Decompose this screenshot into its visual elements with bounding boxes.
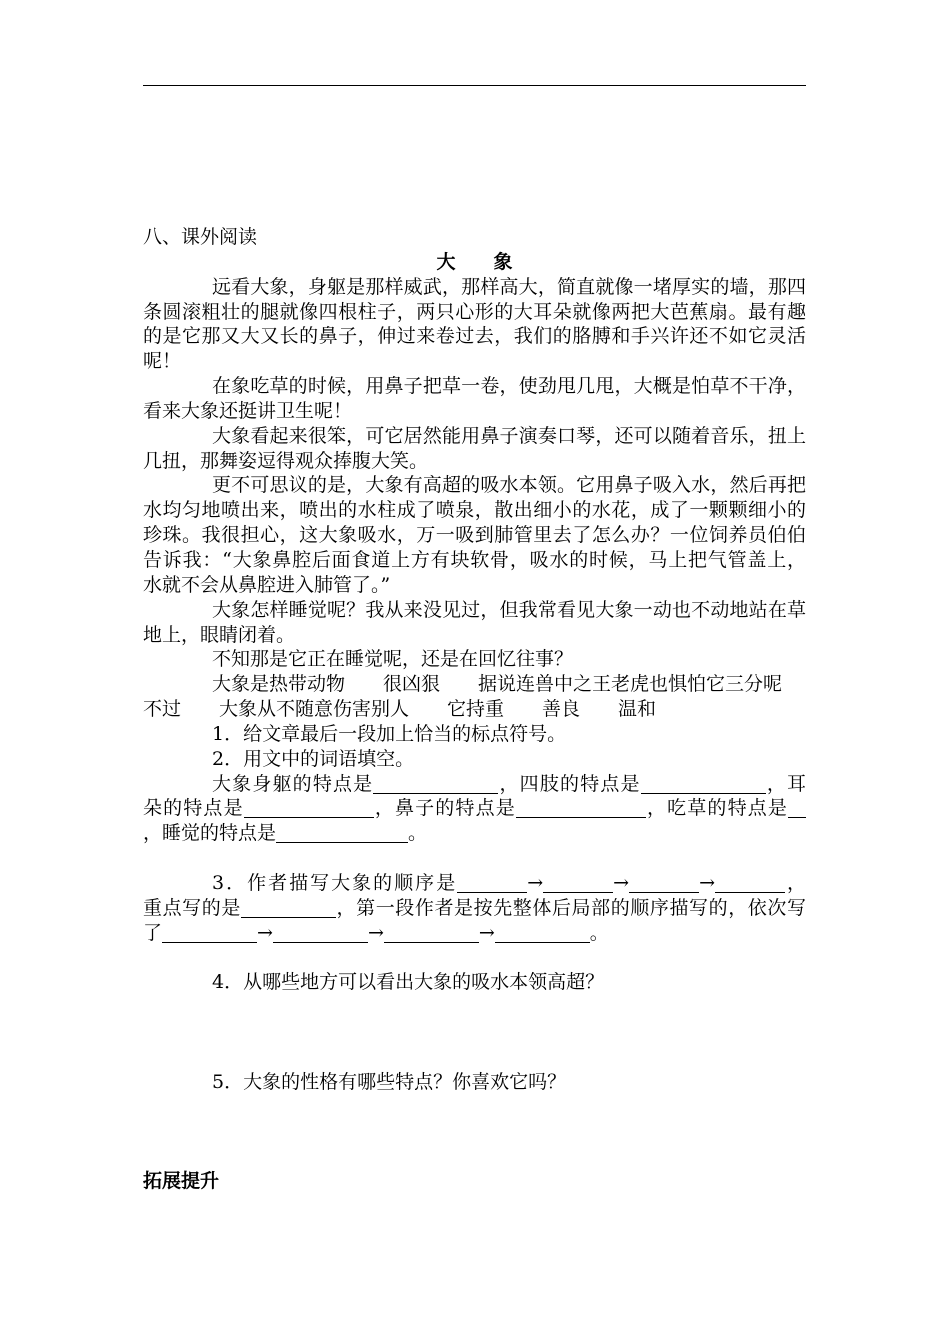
- paragraph-line: 更不可思议的是，大象有高超的吸水本领。它用鼻子吸入水，然后再把: [212, 474, 806, 497]
- fill-text: ，第一段作者是按先整体后局部的顺序描写的，依次写: [335, 896, 806, 919]
- arrow: →: [613, 871, 630, 894]
- answer-blank: [495, 924, 590, 943]
- fill-text: ，吃草的特点是: [645, 797, 788, 820]
- fill-text: 。: [589, 921, 609, 944]
- answer-blank: [276, 824, 408, 843]
- header-rule: [143, 85, 806, 86]
- answer-blank: [516, 799, 646, 818]
- fill-text: ，睡觉的特点是: [143, 822, 277, 845]
- paragraph-line: 地上，眼睛闭着。: [143, 623, 296, 646]
- paragraph-line: 不知那是它正在睡觉呢，还是在回忆往事？: [212, 648, 574, 671]
- paragraph-line: 几扭，那舞姿逗得观众捧腹大笑。: [143, 449, 429, 472]
- answer-blank: [384, 924, 479, 943]
- fill-text: 大象身躯的特点是: [212, 772, 374, 795]
- answer-space: [143, 1119, 806, 1144]
- answer-blank: [457, 874, 527, 893]
- answer-blank: [273, 924, 368, 943]
- answer-space: [143, 1045, 806, 1070]
- question-3-line: [143, 896, 806, 921]
- answer-blank: [241, 899, 336, 918]
- paragraph-line: 的是它那又大又长的鼻子，伸过来卷过去，我们的胳膊和手兴许还不如它灵活: [143, 325, 806, 348]
- fill-line: [143, 796, 806, 821]
- fill-line: [143, 821, 806, 846]
- paragraph-7-unpunctuated: [143, 672, 806, 722]
- answer-blank: [788, 799, 806, 818]
- fill-text: ，: [784, 871, 806, 894]
- section-heading: 八、课外阅读: [143, 226, 258, 248]
- answer-blank: [543, 874, 613, 893]
- spacer: [143, 945, 806, 970]
- question-1: 1．给文章最后一段加上恰当的标点符号。: [212, 722, 567, 745]
- paragraph-line: 水均匀地喷出来，喷出的水柱成了喷泉，散出细小的水花，成了一颗颗细小的: [143, 499, 806, 522]
- paragraph-line: 水就不会从鼻腔进入肺管了。”: [143, 573, 391, 596]
- spacer: [143, 846, 806, 871]
- question-5: 5．大象的性格有哪些特点？你喜欢它吗？: [212, 1070, 567, 1093]
- answer-space: [143, 1144, 806, 1169]
- question-3-line: [143, 921, 806, 946]
- paragraph-line: 呢！: [143, 350, 182, 373]
- paragraph-6: [143, 647, 806, 672]
- question-4: 4．从哪些地方可以看出大象的吸水本领高超？: [212, 971, 605, 994]
- paragraph-line: 大象怎样睡觉呢？我从来没见过，但我常看见大象一动也不动地站在草: [212, 598, 806, 621]
- arrow: →: [367, 921, 384, 944]
- answer-space: [143, 1095, 806, 1120]
- fill-text: 。: [408, 822, 428, 845]
- paragraph-3: [143, 424, 806, 474]
- answer-blank: [715, 874, 785, 893]
- question-2: 2．用文中的词语填空。: [212, 747, 415, 770]
- fill-text: ，鼻子的特点是: [373, 797, 516, 820]
- fill-line: [143, 772, 806, 797]
- paragraph-5: [143, 598, 806, 648]
- paragraph-4: [143, 473, 806, 597]
- answer-blank: [641, 775, 766, 794]
- fill-text: ，四肢的特点是: [498, 772, 641, 795]
- arrow: →: [257, 921, 273, 944]
- arrow: →: [699, 871, 715, 894]
- answer-space: [143, 995, 806, 1020]
- paragraph-line: 告诉我：“大象鼻腔后面食道上方有块软骨，吸水的时候，马上把气管盖上，: [143, 548, 806, 571]
- fill-text: 重点写的是: [143, 896, 241, 919]
- document-body: [143, 225, 806, 1194]
- answer-blank: [244, 799, 374, 818]
- paragraph-1: [143, 275, 806, 374]
- answer-blank: [629, 874, 699, 893]
- paragraph-line: 远看大象，身躯是那样威武，那样高大，简直就像一堵厚实的墙，那四: [212, 275, 806, 298]
- answer-space: [143, 1020, 806, 1045]
- article-title: 大 象: [436, 250, 513, 273]
- fill-text: 朵的特点是: [143, 797, 244, 820]
- paragraph-line: 不过 大象从不随意伤害别人 它持重 善良 温和: [143, 698, 657, 721]
- question-3-line: [143, 871, 806, 896]
- paragraph-line: 大象看起来很笨，可它居然能用鼻子演奏口琴，还可以随着音乐，扭上: [212, 424, 806, 447]
- paragraph-line: 大象是热带动物 很凶狠 据说连兽中之王老虎也惧怕它三分呢: [212, 673, 783, 696]
- paragraph-line: 珍珠。我很担心，这大象吸水，万一吸到肺管里去了怎么办？一位饲养员伯伯: [143, 524, 806, 547]
- paragraph-2: [143, 374, 806, 424]
- answer-blank: [373, 775, 498, 794]
- answer-blank: [162, 924, 257, 943]
- fill-text: 3．作者描写大象的顺序是: [212, 871, 458, 894]
- fill-text: 了: [143, 921, 163, 944]
- extension-heading: 拓展提升: [143, 1170, 220, 1193]
- paragraph-line: 在象吃草的时候，用鼻子把草一卷，使劲甩几甩，大概是怕草不干净，: [212, 375, 806, 398]
- arrow: →: [478, 921, 495, 944]
- arrow: →: [527, 871, 544, 894]
- paragraph-line: 看来大象还挺讲卫生呢！: [143, 399, 353, 422]
- paragraph-line: 条圆滚粗壮的腿就像四根柱子，两只心形的大耳朵就像两把大芭蕉扇。最有趣: [143, 300, 806, 323]
- fill-text: ，耳: [765, 772, 806, 795]
